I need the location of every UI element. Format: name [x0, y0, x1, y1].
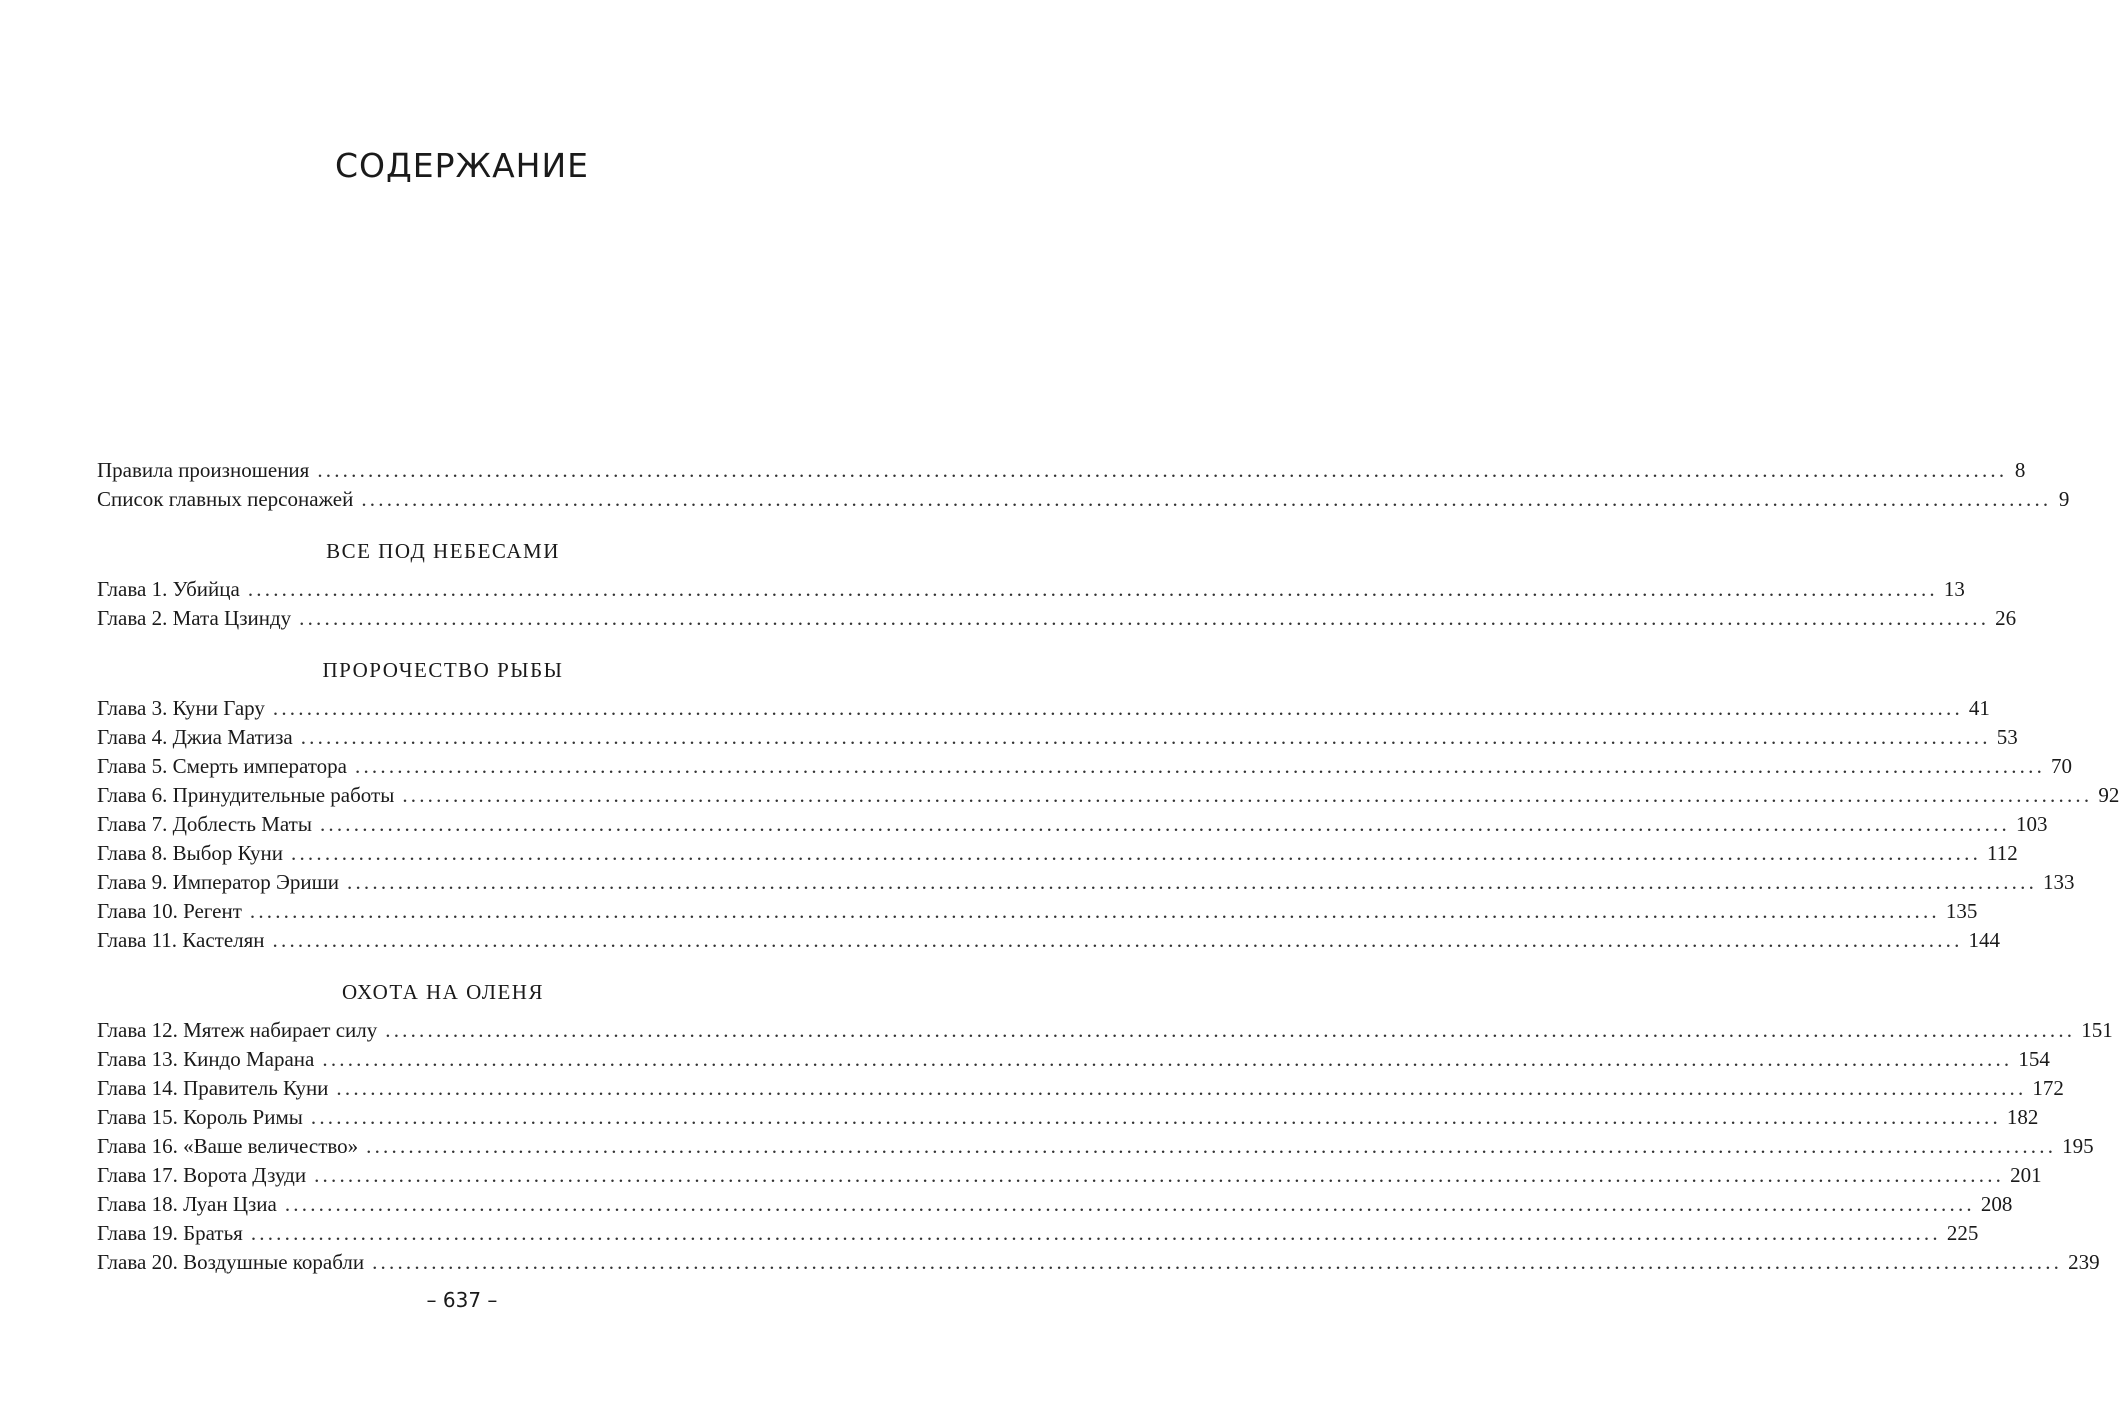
- leader-dots: ........................................................................................................................................................................................................: [247, 577, 1938, 601]
- leader-dots: ........................................................................................................................................................................................................: [284, 1192, 1975, 1216]
- toc-entry-page: 13: [1943, 577, 1965, 601]
- toc-entry: [97, 897, 1978, 926]
- toc-entry-page: 172: [2032, 1076, 2064, 1100]
- leader-dots: ........................................................................................................................................................................................................: [249, 899, 1940, 923]
- leader-dots: ........................................................................................................................................................................................................: [250, 1221, 1941, 1245]
- toc-entry-page: 70: [2051, 754, 2073, 778]
- leader-dots: ........................................................................................................................................................................................................: [402, 783, 2093, 807]
- leader-dots: ........................................................................................................................................................................................................: [322, 1047, 2013, 1071]
- leader-dots: ........................................................................................................................................................................................................: [319, 812, 2010, 836]
- toc-entry-label: Глава 17. Ворота Дзуди: [97, 1163, 307, 1187]
- toc-entry-page: 239: [2068, 1250, 2100, 1274]
- toc-entry-label: Глава 13. Киндо Марана: [97, 1047, 315, 1071]
- toc-entry-page: 8: [2014, 458, 2026, 482]
- toc-entry-page: 92: [2098, 783, 2119, 807]
- leader-dots: ........................................................................................................................................................................................................: [372, 1250, 2063, 1274]
- leader-dots: ........................................................................................................................................................................................................: [355, 754, 2046, 778]
- toc-entry: [97, 723, 2018, 752]
- toc-entry-page: 41: [1968, 696, 1990, 720]
- leader-dots: ........................................................................................................................................................................................................: [317, 458, 2008, 482]
- table-of-contents: [97, 456, 2119, 1277]
- leader-dots: ........................................................................................................................................................................................................: [272, 696, 1963, 720]
- section-heading: ОХОТА НА ОЛЕНЯ: [342, 980, 544, 1004]
- leader-dots: ........................................................................................................................................................................................................: [310, 1105, 2001, 1129]
- toc-entry-page: 53: [1996, 725, 2018, 749]
- toc-entry-label: Глава 5. Смерть императора: [97, 754, 348, 778]
- toc-entry-label: Глава 9. Император Эриши: [97, 870, 340, 894]
- toc-entry: [97, 1219, 1979, 1248]
- toc-entry-label: Глава 7. Доблесть Маты: [97, 812, 312, 836]
- toc-entry-label: Глава 11. Кастелян: [97, 928, 265, 952]
- leader-dots: ........................................................................................................................................................................................................: [361, 487, 2052, 511]
- section-heading: ВСЕ ПОД НЕБЕСАМИ: [326, 539, 560, 563]
- toc-entry: [97, 810, 2048, 839]
- toc-entry-label: Глава 10. Регент: [97, 899, 242, 923]
- toc-entry-page: 208: [1980, 1192, 2013, 1216]
- toc-entry-page: 26: [1995, 606, 2017, 630]
- toc-entry: [97, 1248, 2100, 1277]
- toc-entry-label: Глава 16. «Ваше величество»: [97, 1134, 359, 1158]
- toc-entry-page: 201: [2010, 1163, 2042, 1187]
- toc-entry-label: Глава 8. Выбор Куни: [97, 841, 284, 865]
- toc-entry-page: 103: [2015, 812, 2048, 836]
- toc-entry: [97, 1103, 2039, 1132]
- toc-entry: [97, 1190, 2013, 1219]
- toc-entry-label: Глава 12. Мятеж набирает силу: [97, 1018, 378, 1042]
- section-heading: ПРОРОЧЕСТВО РЫБЫ: [322, 658, 564, 682]
- toc-entry-page: 9: [2058, 487, 2070, 511]
- toc-entry: [97, 839, 2018, 868]
- intro-list: [97, 456, 2070, 514]
- toc-entry-page: 135: [1945, 899, 1978, 923]
- toc-entry: [97, 1016, 2113, 1045]
- toc-entry-label: Глава 19. Братья: [97, 1221, 243, 1245]
- toc-entry: [97, 752, 2073, 781]
- leader-dots: ........................................................................................................................................................................................................: [299, 606, 1990, 630]
- toc-entry-page: 151: [2081, 1018, 2113, 1042]
- leader-dots: ........................................................................................................................................................................................................: [291, 841, 1982, 865]
- leader-dots: ........................................................................................................................................................................................................: [347, 870, 2038, 894]
- toc-entry-page: 182: [2006, 1105, 2039, 1129]
- leader-dots: ........................................................................................................................................................................................................: [314, 1163, 2005, 1187]
- toc-entry-label: Глава 18. Луан Цзиа: [97, 1192, 277, 1216]
- toc-entry: [97, 868, 2075, 897]
- leader-dots: ........................................................................................................................................................................................................: [300, 725, 1991, 749]
- toc-entry: [97, 1132, 2094, 1161]
- leader-dots: ........................................................................................................................................................................................................: [272, 928, 1963, 952]
- toc-entry: [97, 1161, 2042, 1190]
- toc-entry: [97, 694, 1990, 723]
- toc-entry: [97, 1074, 2064, 1103]
- leader-dots: ........................................................................................................................................................................................................: [366, 1134, 2057, 1158]
- toc-entry: [97, 1045, 2050, 1074]
- toc-entry-label: Глава 20. Воздушные корабли: [97, 1250, 365, 1274]
- toc-entry-page: 154: [2018, 1047, 2050, 1071]
- toc-entry-label: Правила произношения: [97, 458, 310, 482]
- toc-entry: [97, 485, 2070, 514]
- page-number: – 637 –: [426, 1288, 498, 1312]
- toc-entry-label: Глава 2. Мата Цзинду: [97, 606, 292, 630]
- toc-entry-label: Глава 1. Убийца: [97, 577, 240, 601]
- toc-entry: [97, 926, 2001, 955]
- page-title: СОДЕРЖАНИЕ: [334, 146, 590, 185]
- toc-entry-label: Список главных персонажей: [97, 487, 354, 511]
- toc-entry-page: 144: [1968, 928, 2001, 952]
- toc-entry-label: Глава 6. Принудительные работы: [97, 783, 395, 807]
- toc-entry-label: Глава 4. Джиа Матиза: [97, 725, 293, 749]
- leader-dots: ........................................................................................................................................................................................................: [385, 1018, 2076, 1042]
- toc-entry: [97, 604, 2017, 633]
- toc-entry-page: 133: [2043, 870, 2075, 894]
- toc-entry-page: 225: [1946, 1221, 1979, 1245]
- toc-entry: [97, 456, 2026, 485]
- toc-entry: [97, 575, 1965, 604]
- toc-entry-label: Глава 14. Правитель Куни: [97, 1076, 329, 1100]
- toc-entry-page: 195: [2062, 1134, 2094, 1158]
- toc-entry-label: Глава 15. Король Римы: [97, 1105, 303, 1129]
- toc-entry-page: 112: [1987, 841, 2018, 865]
- leader-dots: ........................................................................................................................................................................................................: [336, 1076, 2027, 1100]
- toc-entry-label: Глава 3. Куни Гару: [97, 696, 265, 720]
- toc-entry: [97, 781, 2119, 810]
